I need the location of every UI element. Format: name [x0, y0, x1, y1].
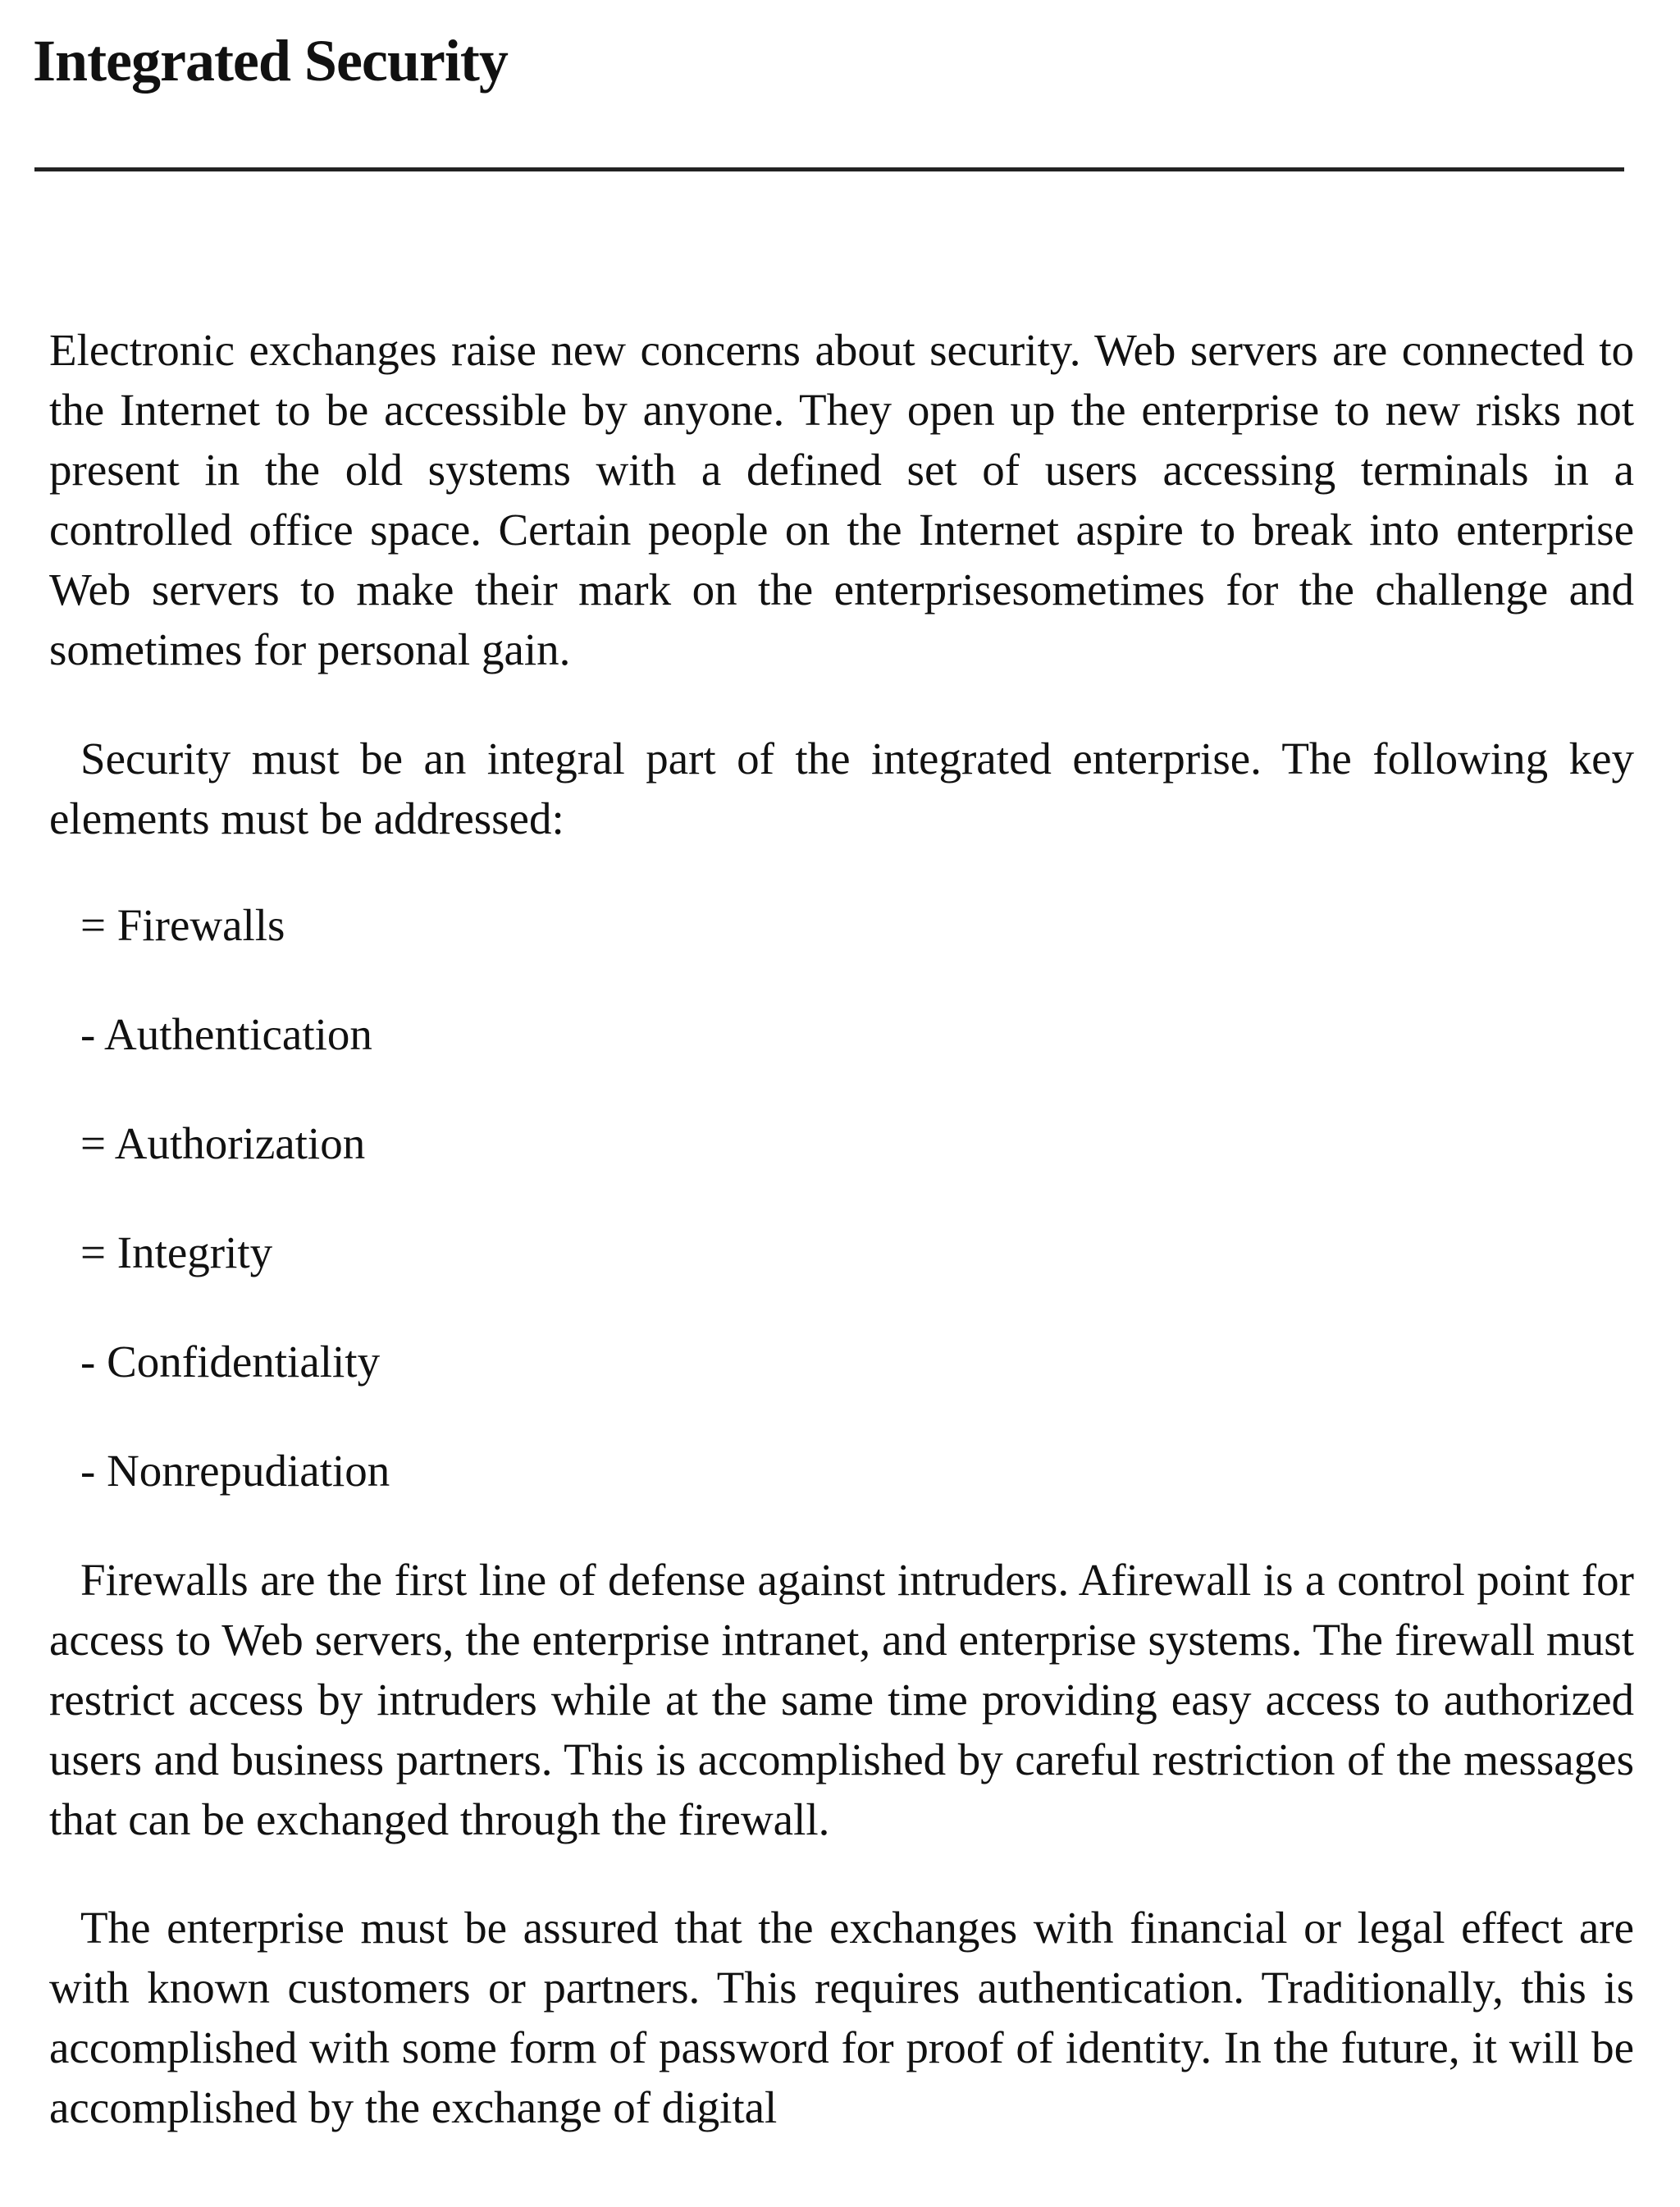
- authentication-paragraph: The enterprise must be assured that the exchanges with financial or legal effect are with known customers or partners. This requires authentication. Traditionally, this is accomplished with some form of password for proof of identity. In the future, it will be accomplished by the exchange of digital: [49, 1903, 1634, 2132]
- firewalls-paragraph: Firewalls are the first line of defense against intruders. Afirewall is a control point for access to Web servers, the enterprise intranet, and enterprise systems. The firewall must restrict access by intruders while at the same time providing easy access to authorized users and business partners. This is accomplished by careful restriction of the messages that can be exchanged through the firewall.: [49, 1555, 1634, 1844]
- title-divider: [34, 167, 1624, 171]
- list-item-firewalls: = Firewalls: [80, 900, 285, 950]
- list-item-confidentiality: - Confidentiality: [80, 1337, 381, 1387]
- list-item-nonrepudiation: - Nonrepudiation: [80, 1446, 390, 1496]
- list-item-authorization: = Authorization: [80, 1118, 366, 1168]
- list-item-integrity: = Integrity: [80, 1227, 273, 1277]
- list-item-authentication: - Authentication: [80, 1009, 372, 1059]
- security-elements-paragraph: Security must be an integral part of the integrated enterprise. The following key elements must be addressed:: [49, 733, 1634, 843]
- page-title: Integrated Security: [33, 28, 508, 94]
- intro-paragraph: Electronic exchanges raise new concerns about security. Web servers are connected to the Internet to be accessible by anyone. They open up the enterprise to new risks not present in the old systems with a defined set of users accessing terminals in a controlled office space. Certain people on the Internet aspire to break into enterprise Web servers to make their mark on the enterprisesometimes for the challenge and sometimes for personal gain.: [49, 325, 1634, 674]
